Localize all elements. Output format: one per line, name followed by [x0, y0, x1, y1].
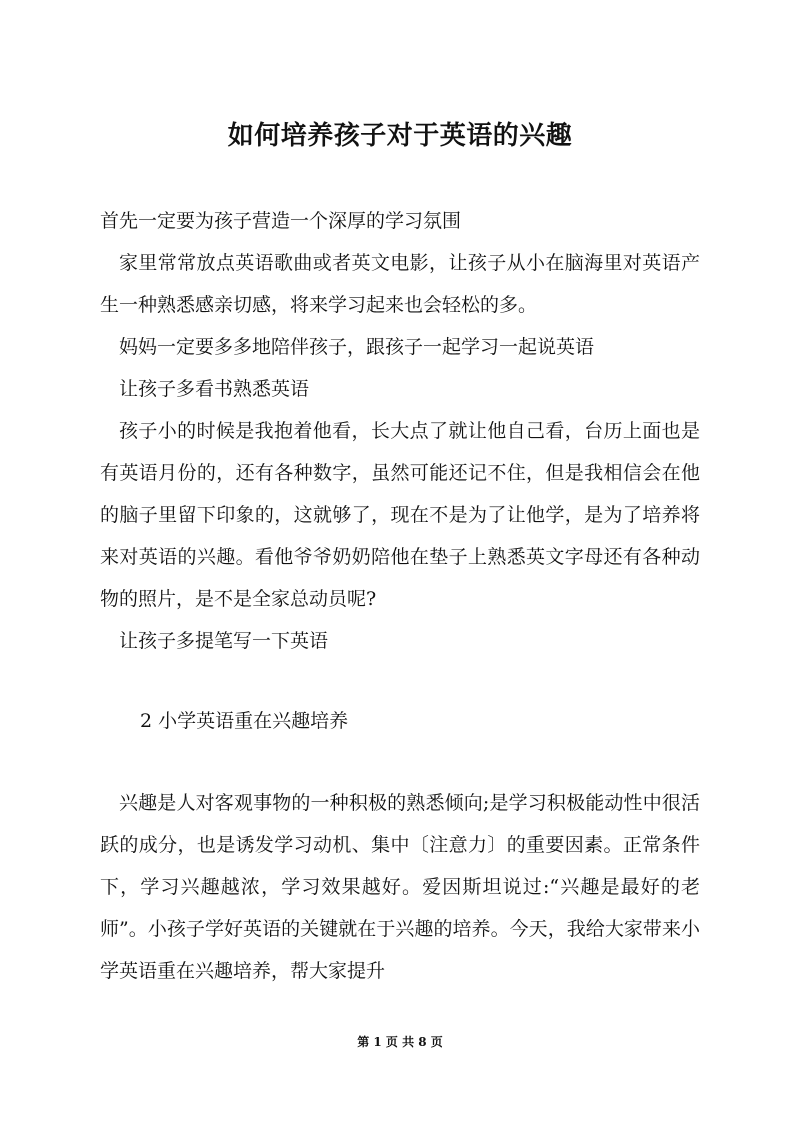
- section-paragraph: 兴趣是人对客观事物的一种积极的熟悉倾向;是学习积极能动性中很活跃的成分，也是诱发学习动机、集中〔注意力〕的重要因素。正常条件下，学习兴趣越浓，学习效果越好。爱因斯坦说过:“兴趣是最好的老师”。小孩子学好英语的关键就在于兴趣的培养。今天，我给大家带来小学英语重在兴趣培养，帮大家提升: [100, 792, 700, 982]
- document-title: 如何培养孩子对于英语的兴趣: [227, 121, 573, 151]
- paragraph-1: 首先一定要为孩子营造一个深厚的学习氛围: [100, 210, 462, 232]
- paragraph-3: 妈妈一定要多多地陪伴孩子，跟孩子一起学习一起说英语: [119, 336, 595, 358]
- paragraph-4: 让孩子多看书熟悉英语: [119, 378, 310, 400]
- section-heading: 2 小学英语重在兴趣培养: [140, 710, 349, 732]
- document-body: [100, 200, 700, 992]
- paragraph-6: 让孩子多提笔写一下英语: [119, 630, 329, 652]
- paragraph-5: 孩子小的时候是我抱着他看，长大点了就让他自己看，台历上面也是有英语月份的，还有各种数字，虽然可能还记不住，但是我相信会在他的脑子里留下印象的，这就够了，现在不是为了让他学，是为了培养将来对英语的兴趣。看他爷爷奶奶陪他在垫子上熟悉英文字母还有各种动物的照片，是不是全家总动员呢?: [100, 420, 700, 610]
- paragraph-2: 家里常常放点英语歌曲或者英文电影，让孩子从小在脑海里对英语产生一种熟悉感亲切感，将来学习起来也会轻松的多。: [100, 252, 700, 316]
- page-number-footer: 第 1 页 共 8 页: [357, 1035, 443, 1049]
